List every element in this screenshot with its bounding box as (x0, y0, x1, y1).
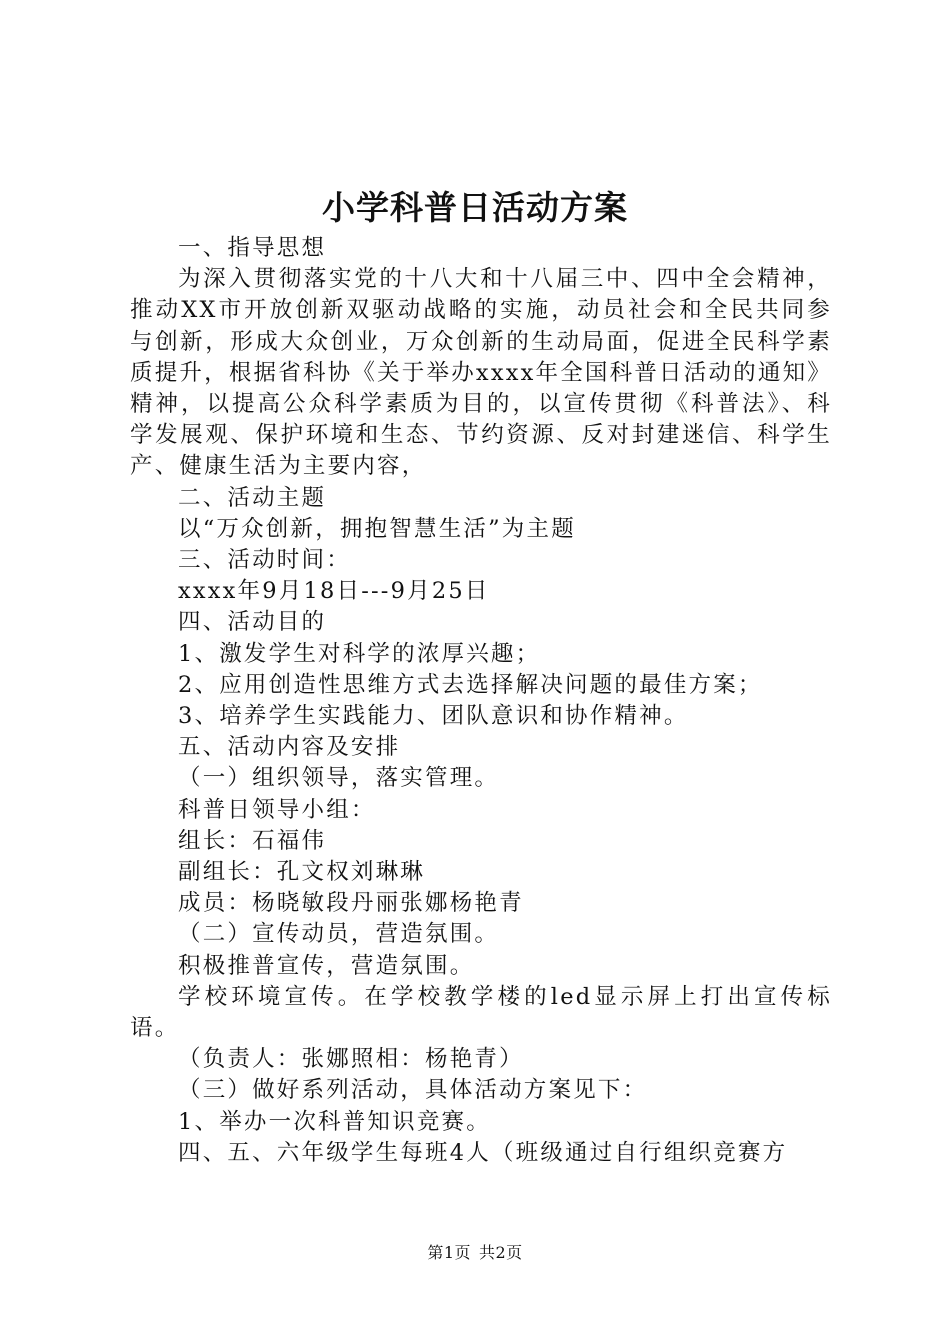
subsection-heading: （三）做好系列活动，具体活动方案见下： (178, 1077, 648, 1104)
list-item: 3、培养学生实践能力、团队意识和协作精神。 (178, 703, 689, 730)
section-heading: 五、活动内容及安排 (178, 734, 401, 761)
document-body (130, 233, 832, 1169)
paragraph: （负责人：张娜照相：杨艳青） (178, 1046, 524, 1073)
page-number: 第1页 (427, 1243, 471, 1262)
page-total: 共2页 (479, 1243, 523, 1262)
paragraph: 成员：杨晓敏段丹丽张娜杨艳青 (178, 890, 524, 917)
section-heading: 三、活动时间： (178, 547, 351, 574)
section-heading: 二、活动主题 (178, 484, 327, 511)
list-item: 1、举办一次科普知识竞赛。 (178, 1108, 491, 1135)
paragraph: 学校环境宣传。在学校教学楼的led显示屏上打出宣传标语。 (130, 983, 832, 1042)
paragraph: xxxx年9月18日---9月25日 (178, 578, 490, 605)
list-item: 1、激发学生对科学的浓厚兴趣； (178, 640, 541, 667)
list-item: 2、应用创造性思维方式去选择解决问题的最佳方案； (178, 671, 763, 698)
subsection-heading: （二）宣传动员，营造氛围。 (178, 921, 500, 948)
page-footer (0, 1242, 950, 1264)
paragraph: 副组长：孔文权刘琳琳 (178, 859, 426, 886)
section-heading: 一、指导思想 (178, 235, 327, 261)
paragraph: 以“万众创新，拥抱智慧生活”为主题 (178, 515, 576, 542)
subsection-heading: （一）组织领导，落实管理。 (178, 765, 500, 792)
section-heading: 四、活动目的 (178, 609, 327, 636)
paragraph: 科普日领导小组： (178, 796, 376, 823)
paragraph: 四、五、六年级学生每班4人（班级通过自行组织竞赛方 (178, 1139, 788, 1166)
document-title: 小学科普日活动方案 (322, 188, 628, 227)
paragraph: 为深入贯彻落实党的十八大和十八届三中、四中全会精神，推动XX市开放创新双驱动战略的实施，动员社会和全民共同参与创新，形成大众创业，万众创新的生动局面，促进全民科学素质提升，根据省科协《关于举办xxxx年全国科普日活动的通知》精神，以提高公众科学素质为目的，以宣传贯彻《科普法》、科学发展观、保护环境和生态、节约资源、反对封建迷信、科学生产、健康生活为主要内容， (130, 266, 832, 480)
paragraph: 组长：石福伟 (178, 827, 327, 854)
paragraph: 积极推普宣传，营造氛围。 (178, 952, 475, 979)
